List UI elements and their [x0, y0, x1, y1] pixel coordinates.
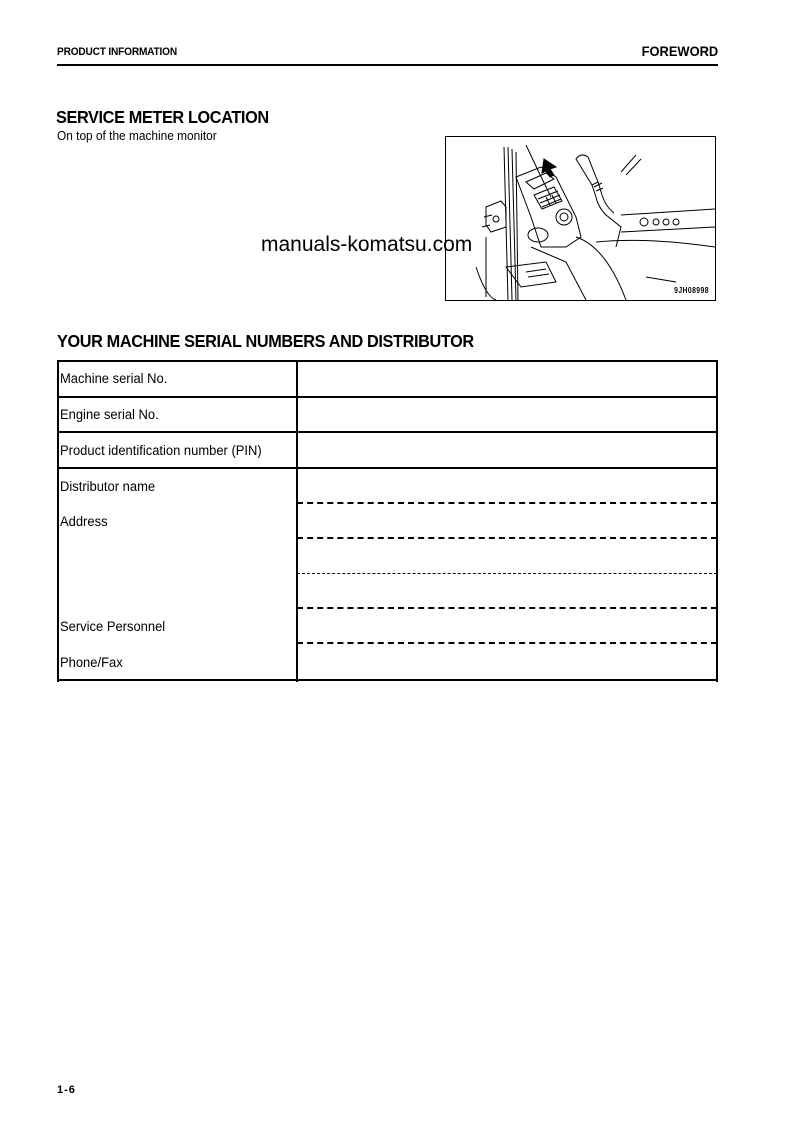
label-distributor-name: Distributor name: [60, 479, 156, 494]
figure-code: 9JH08998: [674, 286, 709, 295]
table-border-left: [57, 360, 59, 682]
label-phone-fax: Phone/Fax: [60, 655, 123, 670]
label-address: Address: [60, 514, 108, 529]
serial-section-title: YOUR MACHINE SERIAL NUMBERS AND DISTRIBUTOR: [57, 331, 474, 351]
header-chapter-label: FOREWORD: [641, 43, 718, 59]
service-meter-title: SERVICE METER LOCATION: [56, 107, 269, 127]
table-border-bottom: [57, 679, 717, 681]
machine-monitor-figure: [445, 136, 716, 301]
label-pin: Product identification number (PIN): [60, 443, 262, 458]
service-meter-subtitle: On top of the machine monitor: [57, 129, 217, 143]
header-section-label: PRODUCT INFORMATION: [57, 46, 178, 58]
label-machine-serial: Machine serial No.: [60, 371, 168, 386]
pin-value[interactable]: [298, 433, 716, 467]
header-rule: [57, 64, 718, 66]
cab-illustration-icon: [446, 137, 715, 300]
distributor-info-area[interactable]: [298, 469, 716, 679]
watermark-text: manuals-komatsu.com: [261, 233, 473, 256]
table-border-right: [716, 360, 718, 682]
serial-numbers-table: [57, 360, 717, 680]
label-engine-serial: Engine serial No.: [60, 407, 159, 422]
label-service-personnel: Service Personnel: [60, 619, 166, 634]
machine-serial-value[interactable]: [298, 362, 716, 396]
page-number: 1-6: [57, 1084, 76, 1096]
engine-serial-value[interactable]: [298, 398, 716, 431]
